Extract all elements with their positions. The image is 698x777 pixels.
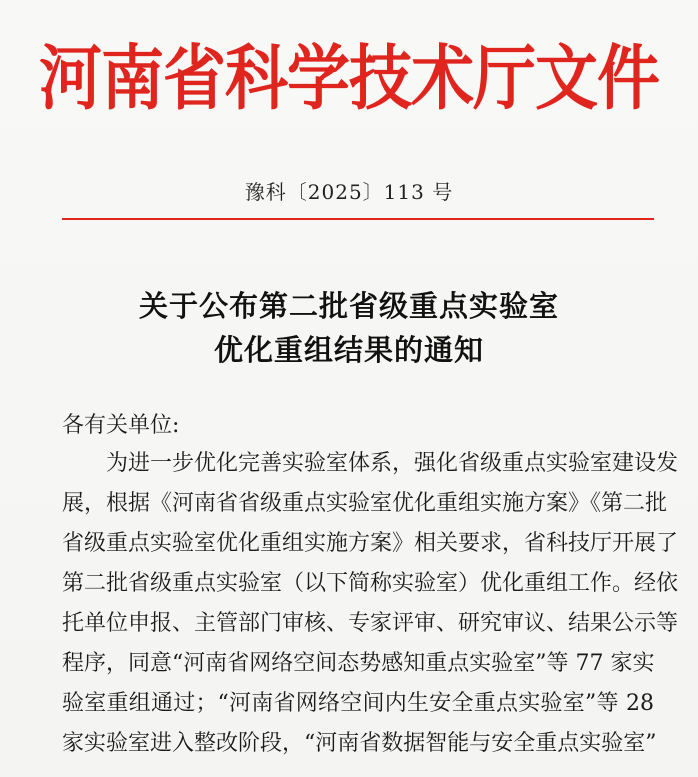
salutation: 各有关单位: <box>62 413 180 438</box>
document-number: 豫科〔2025〕113 号 <box>244 180 454 204</box>
red-divider-line <box>62 218 654 220</box>
body-paragraph-line: 家实验室进入整改阶段，“河南省数据智能与安全重点实验室” <box>62 731 657 756</box>
body-paragraph-line: 验室重组通过；“河南省网络空间内生安全重点实验室”等 28 <box>62 691 654 716</box>
document-masthead: 河南省科学技术厅文件 <box>39 37 659 120</box>
body-paragraph-line: 托单位申报、主管部门审核、专家评审、研究审议、结果公示等 <box>62 611 679 636</box>
body-paragraph-line: 展，根据《河南省省级重点实验室优化重组实施方案》《第二批 <box>62 491 668 516</box>
notice-title-line-2: 优化重组结果的通知 <box>213 333 484 367</box>
body-paragraph-line: 第二批省级重点实验室（以下简称实验室）优化重组工作。经依 <box>62 571 679 596</box>
body-paragraph-line: 程序，同意“河南省网络空间态势感知重点实验室”等 77 家实 <box>62 651 655 676</box>
notice-title-line-1: 关于公布第二批省级重点实验室 <box>138 289 559 323</box>
body-paragraph-line: 为进一步优化完善实验室体系，强化省级重点实验室建设发 <box>106 451 679 476</box>
body-paragraph-line: 省级重点实验室优化重组实施方案》相关要求，省科技厅开展了 <box>62 531 679 556</box>
